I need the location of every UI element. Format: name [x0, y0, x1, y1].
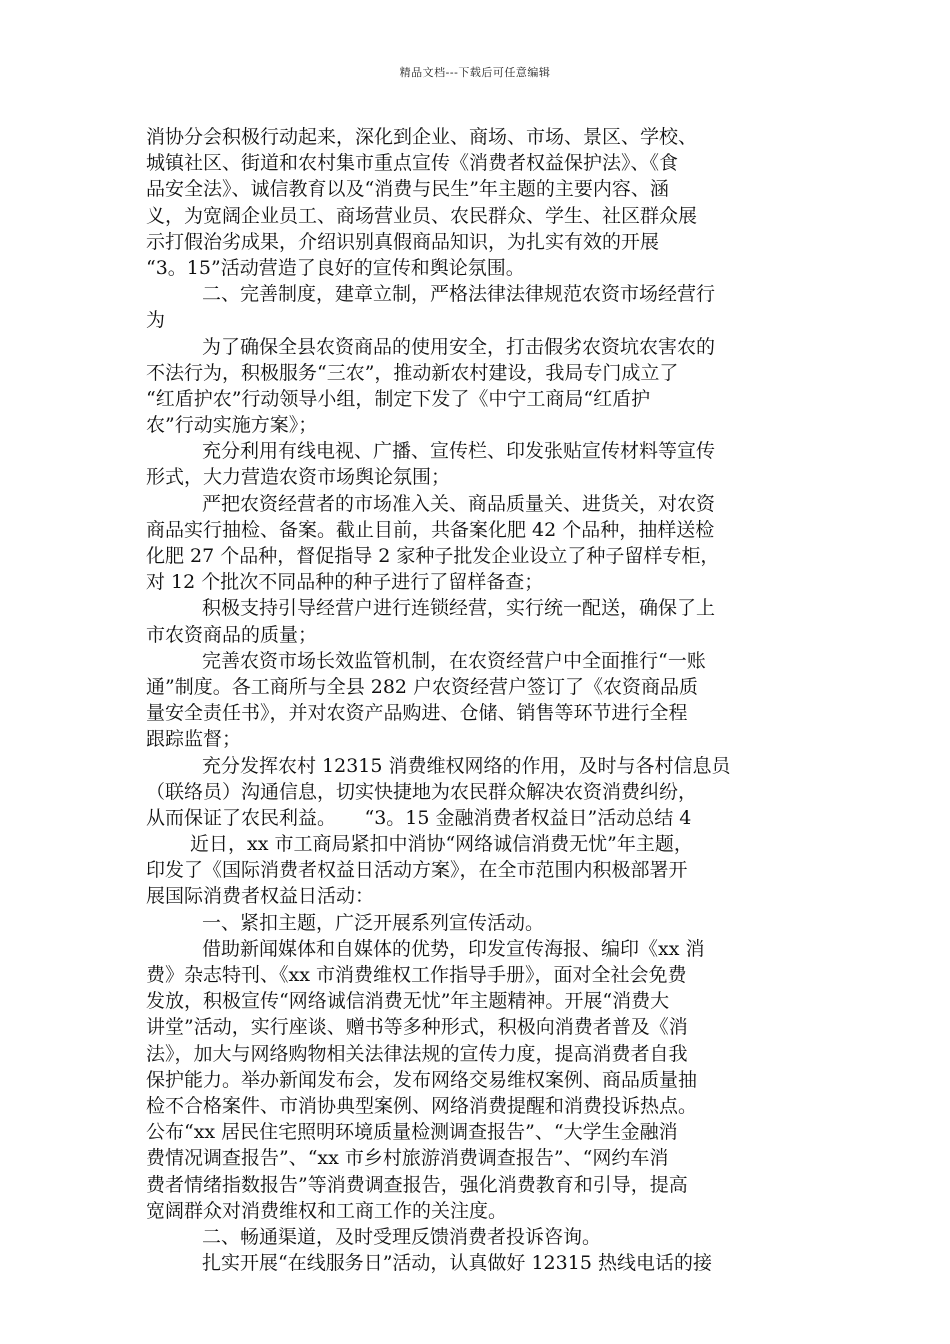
paragraph-start: 严把农资经营者的市场准入关、商品质量关、进货关，对农资 — [202, 492, 716, 515]
text-line: 为 — [146, 309, 166, 332]
section-heading: 一、紧扣主题，广泛开展系列宣传活动。 — [202, 911, 545, 934]
text-line: 义，为宽阔企业员工、商场营业员、农民群众、学生、社区群众展 — [146, 204, 698, 227]
text-line: “3。15”活动营造了良好的宣传和舆论氛围。 — [146, 256, 525, 279]
paragraph-start: 充分发挥农村 12315 消费维权网络的作用，及时与各村信息员 — [202, 754, 731, 777]
text-line: 从而保证了农民利益。 “3。15 金融消费者权益日”活动总结 4 — [146, 806, 692, 829]
text-line: 品安全法》、诚信教育以及“消费与民生”年主题的主要内容、涵 — [146, 178, 669, 201]
paragraph-start: 借助新闻媒体和自媒体的优势，印发宣传海报、编印《xx 消 — [202, 937, 705, 960]
text-line: 商品实行抽检、备案。截止目前，共备案化肥 42 个品种，抽样送检 — [146, 518, 715, 541]
paragraph-start: 扎实开展“在线服务日”活动，认真做好 12315 热线电话的接 — [202, 1252, 712, 1275]
text-line: 费情况调查报告”、“xx 市乡村旅游消费调查报告”、“网约车消 — [146, 1147, 669, 1170]
text-line: 通”制度。各工商所与全县 282 户农资经营户签订了《农资商品质 — [146, 675, 699, 698]
text-line: 城镇社区、街道和农村集市重点宣传《消费者权益保护法》、《食 — [146, 152, 679, 175]
text-line: 对 12 个批次不同品种的种子进行了留样备查； — [146, 571, 544, 594]
text-line: 法》，加大与网络购物相关法律法规的宣传力度，提高消费者自我 — [146, 1042, 688, 1065]
text-line: 示打假治劣成果，介绍识别真假商品知识，为扎实有效的开展 — [146, 230, 660, 253]
paragraph-start: 充分利用有线电视、广播、宣传栏、印发张贴宣传材料等宣传 — [202, 440, 716, 463]
text-line: 费者情绪指数报告”等消费调查报告，强化消费教育和引导，提高 — [146, 1173, 688, 1196]
text-line: 市农资商品的质量； — [146, 623, 318, 646]
paragraph-start: 为了确保全县农资商品的使用安全，打击假劣农资坑农害农的 — [202, 335, 716, 358]
text-line: 消协分会积极行动起来，深化到企业、商场、市场、景区、学校、 — [146, 126, 698, 148]
text-line: 讲堂”活动，实行座谈、赠书等多种形式，积极向消费者普及《消 — [146, 1016, 688, 1039]
text-line: （联络员）沟通信息，切实快捷地为农民群众解决农资消费纠纷， — [146, 780, 698, 803]
paragraph-start: 完善农资市场长效监管机制，在农资经营户中全面推行“一账 — [202, 649, 706, 672]
section-heading: 二、畅通渠道，及时受理反馈消费者投诉咨询。 — [202, 1225, 602, 1248]
text-line: 形式，大力营造农资市场舆论氛围； — [146, 466, 451, 489]
text-line: 展国际消费者权益日活动： — [146, 885, 375, 908]
body-text — [146, 124, 818, 1276]
text-line: 印发了《国际消费者权益日活动方案》，在全市范围内积极部署开 — [146, 859, 688, 882]
text-line: “红盾护农”行动领导小组，制定下发了《中宁工商局“红盾护 — [146, 387, 651, 410]
text-line: 不法行为，积极服务“三农”，推动新农村建设，我局专门成立了 — [146, 361, 679, 384]
text-line: 发放，积极宣传“网络诚信消费无忧”年主题精神。开展“消费大 — [146, 990, 670, 1013]
text-line: 跟踪监督； — [146, 728, 242, 751]
text-line: 费》杂志特刊、《xx 市消费维权工作指导手册》，面对全社会免费 — [146, 964, 687, 986]
text-line: 检不合格案件、市消协典型案例、网络消费提醒和消费投诉热点。 — [146, 1094, 698, 1117]
section-heading: 二、完善制度，建章立制，严格法律法律规范农资市场经营行 — [202, 283, 716, 306]
text-line: 农”行动实施方案》； — [146, 414, 318, 437]
text-line: 保护能力。举办新闻发布会，发布网络交易维权案例、商品质量抽 — [146, 1068, 698, 1091]
text-line: 宽阔群众对消费维权和工商工作的关注度。 — [146, 1199, 508, 1222]
paragraph-start: 近日，xx 市工商局紧扣中消协“网络诚信消费无忧”年主题， — [190, 833, 693, 856]
text-line: 公布“xx 居民住宅照明环境质量检测调查报告”、“大学生金融消 — [146, 1121, 678, 1144]
text-line: 量安全责任书》，并对农资产品购进、仓储、销售等环节进行全程 — [146, 702, 688, 725]
page-header: 精品文档---下载后可任意编辑 — [399, 66, 551, 79]
text-line: 化肥 27 个品种，督促指导 2 家种子批发企业设立了种子留样专柜， — [146, 545, 720, 567]
paragraph-start: 积极支持引导经营户进行连锁经营，实行统一配送，确保了上 — [202, 597, 716, 620]
